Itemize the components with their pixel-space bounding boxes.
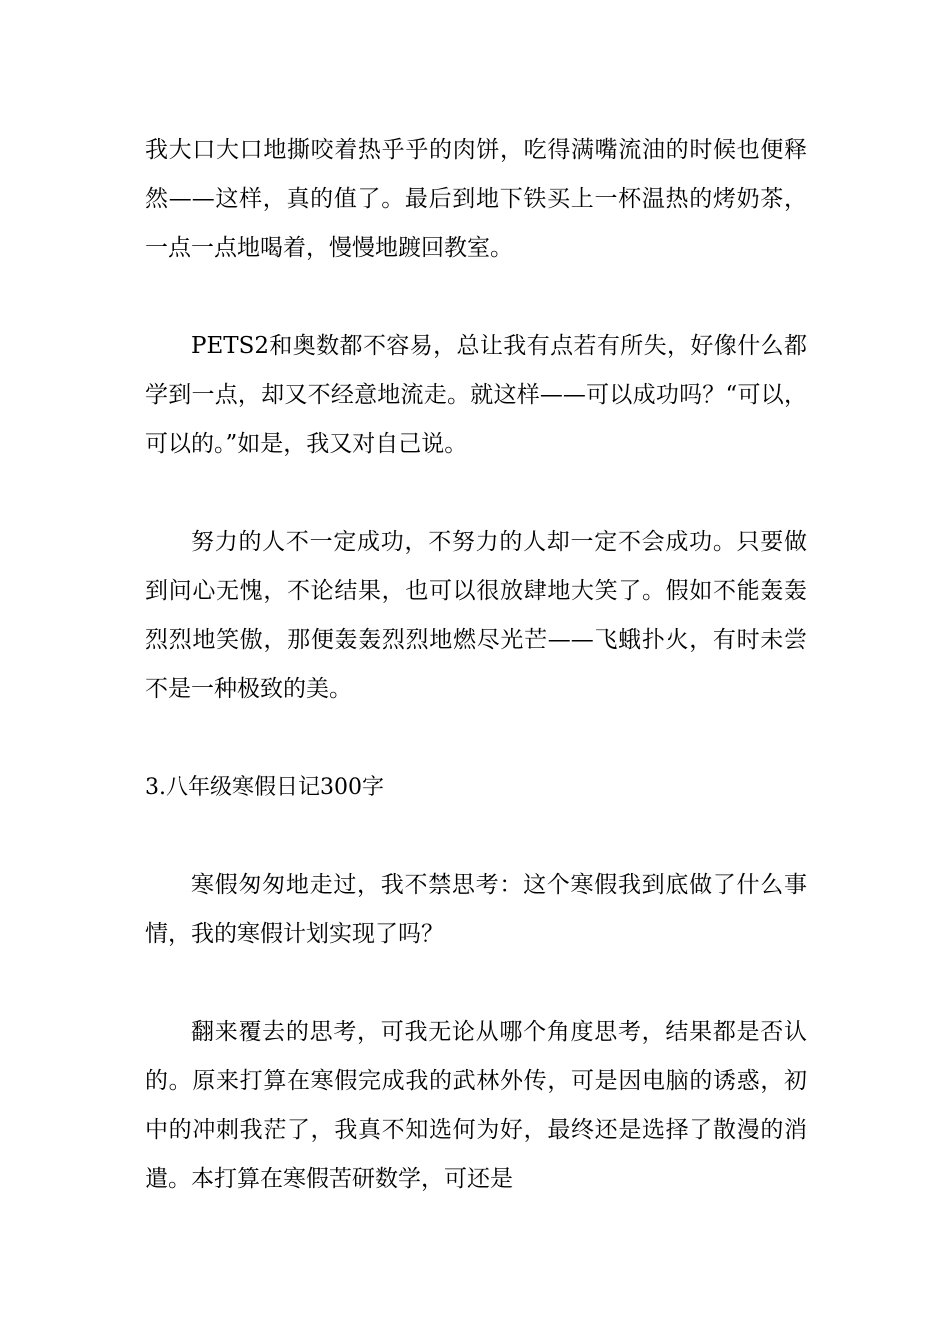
paragraph-reflection: 翻来覆去的思考，可我无论从哪个角度思考，结果都是否认的。原来打算在寒假完成我的武林外传，可是因电脑的诱惑，初中的冲刺我茫了，我真不知选何为好，最终还是选择了散漫的消遣。本打算在寒假苦研数学，可还是 — [145, 1019, 807, 1192]
paragraph-pets2: PETS2和奥数都不容易，总让我有点若有所失，好像什么都学到一点，却又不经意地流走。就这样——可以成功吗？“可以，可以的。”如是，我又对自己说。 — [145, 333, 807, 457]
paragraph-effort: 努力的人不一定成功，不努力的人却一定不会成功。只要做到问心无愧，不论结果，也可以很放肆地大笑了。假如不能轰轰烈烈地笑傲，那便轰轰烈烈地燃尽光芒——飞蛾扑火，有时未尝不是一种极致的美。 — [145, 529, 807, 702]
paragraph-gap — [145, 273, 807, 322]
paragraph-gap — [145, 959, 807, 1008]
paragraph-gap — [145, 469, 807, 518]
paragraph-gap — [145, 714, 807, 763]
section-heading: 3.八年级寒假日记300字 — [145, 775, 384, 800]
document-body — [145, 126, 807, 1204]
paragraph-gap — [145, 812, 807, 861]
paragraph-winter-break: 寒假匆匆地走过，我不禁思考：这个寒假我到底做了什么事情，我的寒假计划实现了吗？ — [145, 872, 807, 947]
paragraph-meat-pie: 我大口大口地撕咬着热乎乎的肉饼，吃得满嘴流油的时候也便释然——这样，真的值了。最后到地下铁买上一杯温热的烤奶茶，一点一点地喝着，慢慢地踱回教室。 — [145, 137, 807, 261]
